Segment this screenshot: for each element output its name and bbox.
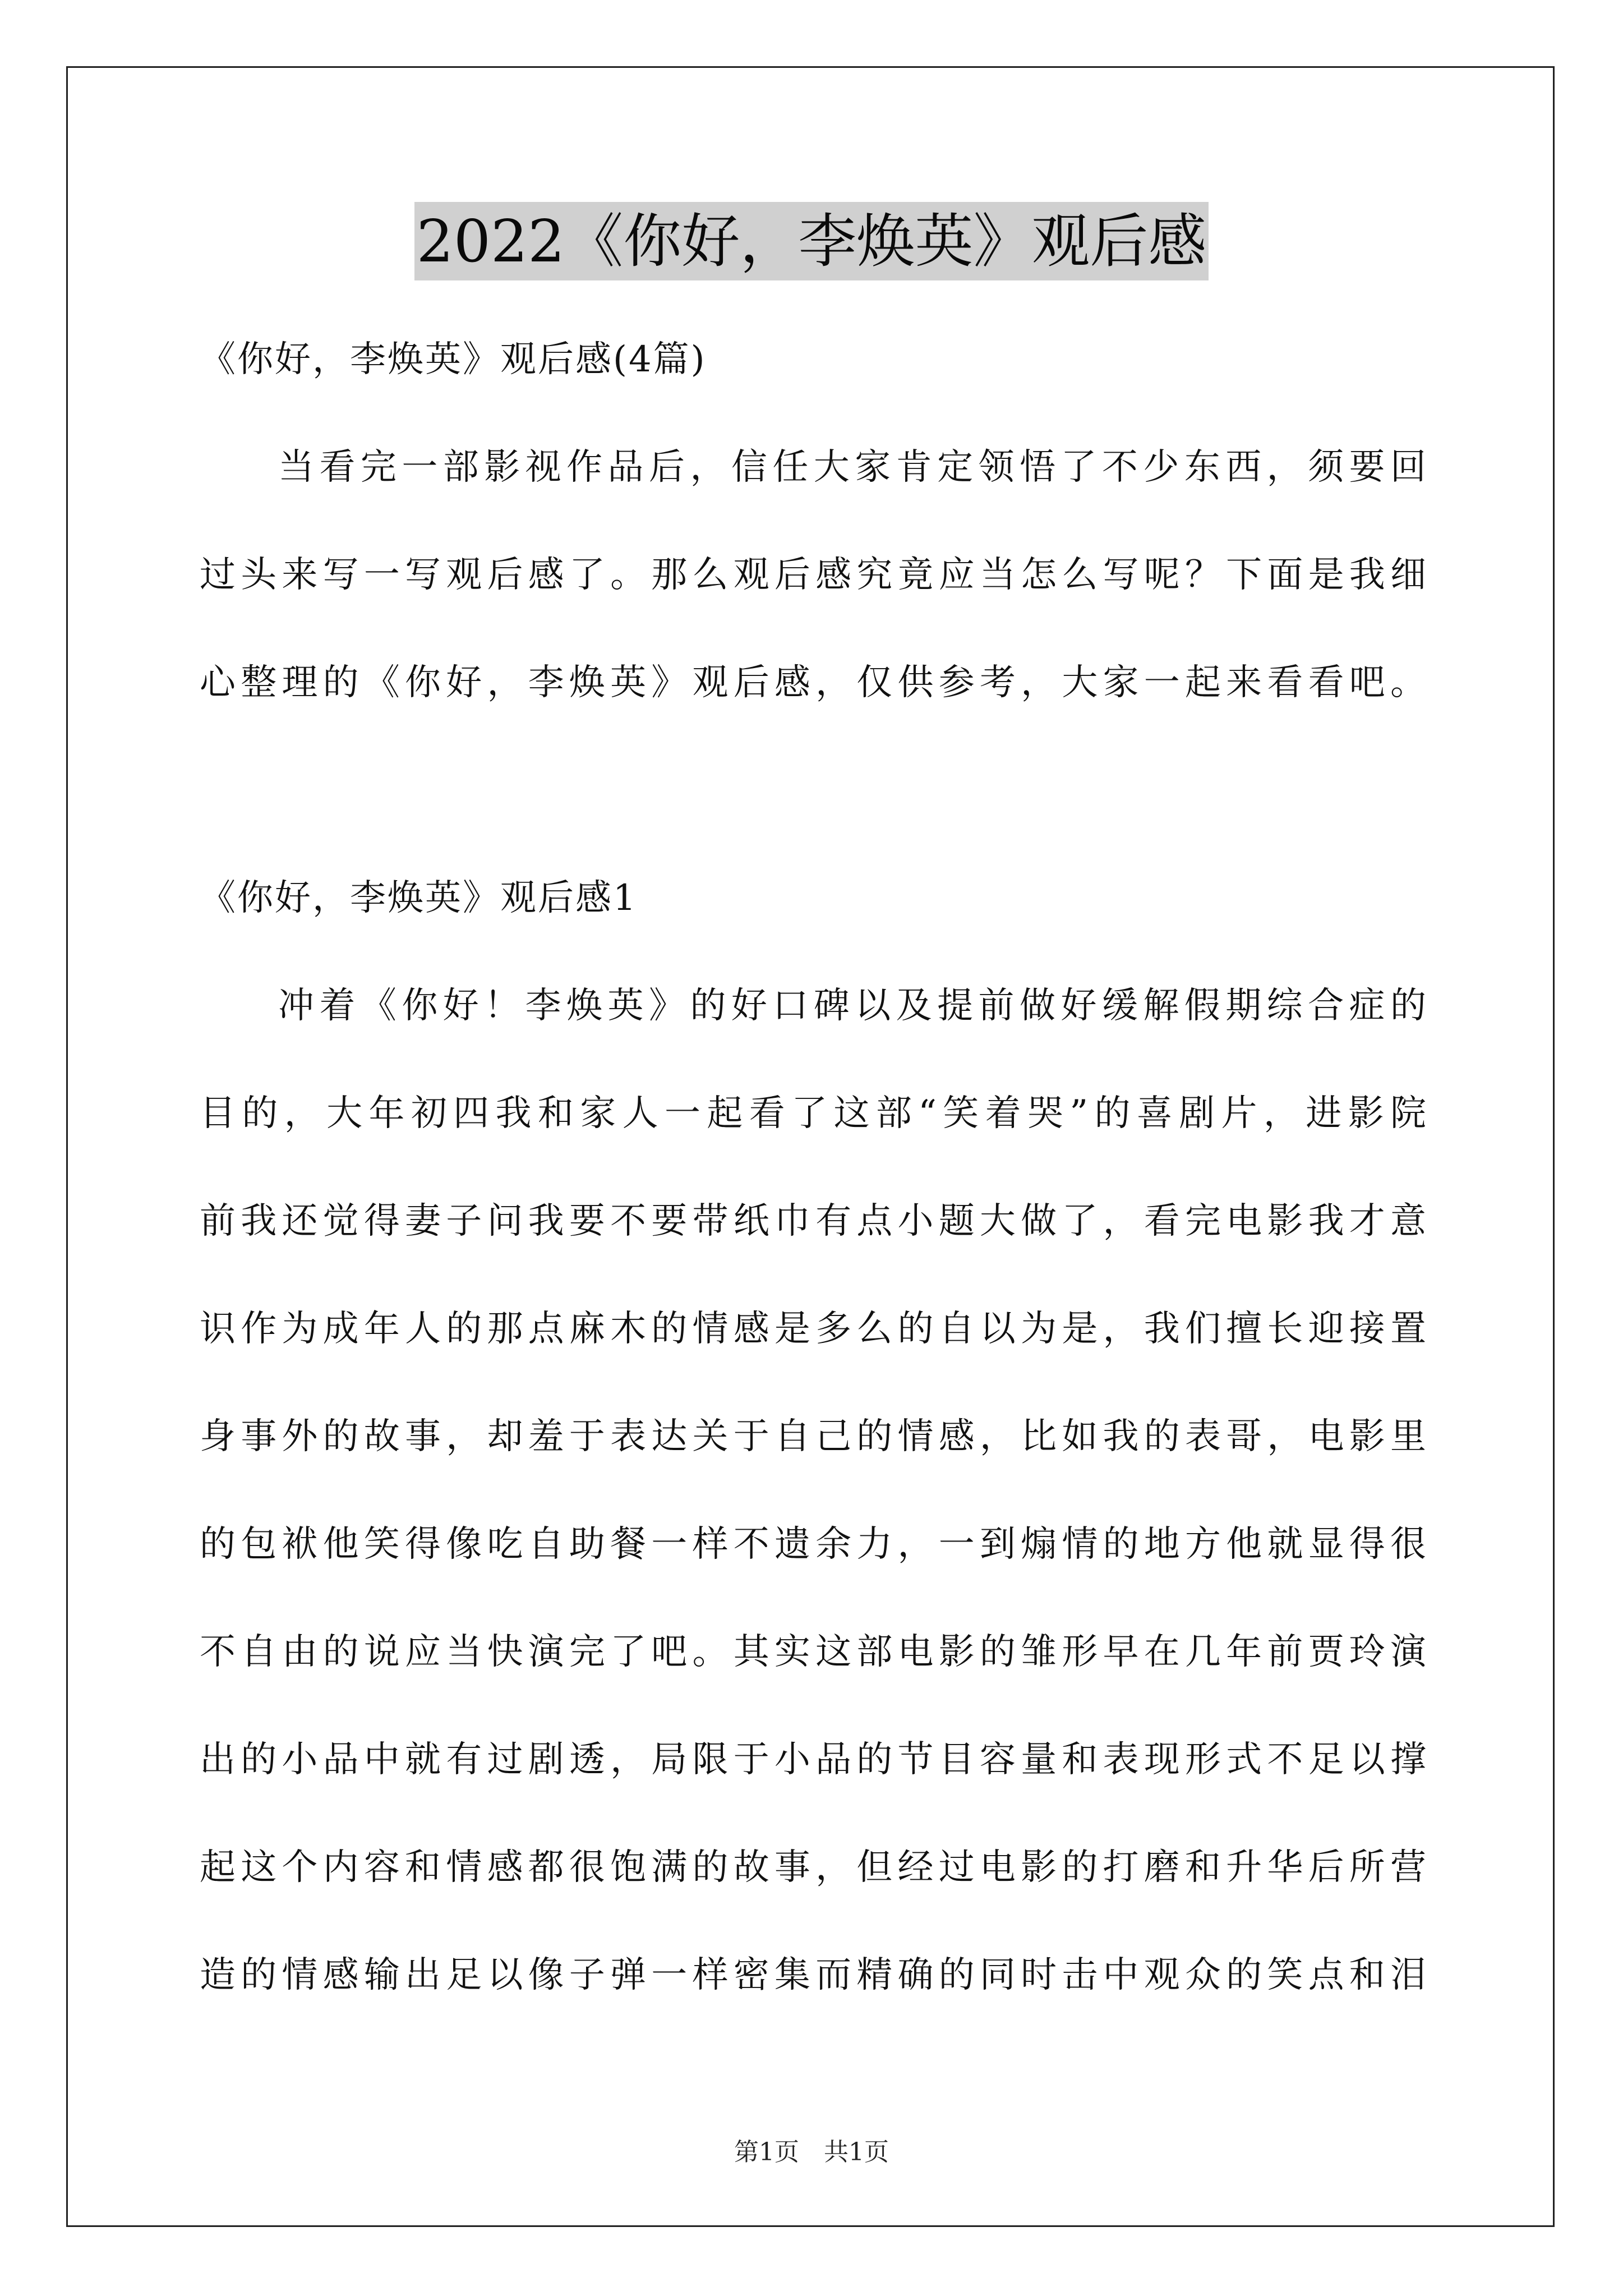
document-body [200,306,1428,2029]
section-line: 起这个内容和情感都很饱满的故事，但经过电影的打磨和升华后所营 [200,1847,1428,1888]
paragraph-spacer [200,737,1428,844]
section-heading: 《你好，李焕英》观后感1 [200,877,638,919]
section-line: 出的小品中就有过剧透，局限于小品的节目容量和表现形式不足以撑 [200,1739,1428,1780]
section-line: 前我还觉得妻子问我要不要带纸巾有点小题大做了，看完电影我才意 [200,1200,1428,1242]
section-line: 识作为成年人的那点麻木的情感是多么的自以为是，我们擅长迎接置 [200,1308,1428,1350]
document-title: 2022《你好，李焕英》观后感 [414,202,1209,280]
document-subtitle: 《你好，李焕英》观后感(4篇) [200,339,707,380]
section-line: 身事外的故事，却羞于表达关于自己的情感，比如我的表哥，电影里 [200,1416,1428,1457]
section-line: 目的，大年初四我和家人一起看了这部“笑着哭”的喜剧片，进影院 [200,1093,1428,1134]
section-line: 不自由的说应当快演完了吧。其实这部电影的雏形早在几年前贾玲演 [200,1631,1428,1673]
intro-line: 当看完一部影视作品后，信任大家肯定领悟了不少东西，须要回 [278,447,1428,488]
intro-line: 过头来写一写观后感了。那么观后感究竟应当怎么写呢？下面是我细 [200,554,1428,596]
intro-line: 心整理的《你好，李焕英》观后感，仅供参考，大家一起来看看吧。 [200,662,1428,703]
section-line: 造的情感输出足以像子弹一样密集而精确的同时击中观众的笑点和泪 [200,1954,1428,1996]
section-line: 冲着《你好！李焕英》的好口碑以及提前做好缓解假期综合症的 [278,985,1428,1027]
page-footer: 第1页 共1页 [734,2138,889,2166]
title-container [0,202,1623,280]
section-line: 的包袱他笑得像吃自助餐一样不遗余力，一到煽情的地方他就显得很 [200,1524,1428,1565]
